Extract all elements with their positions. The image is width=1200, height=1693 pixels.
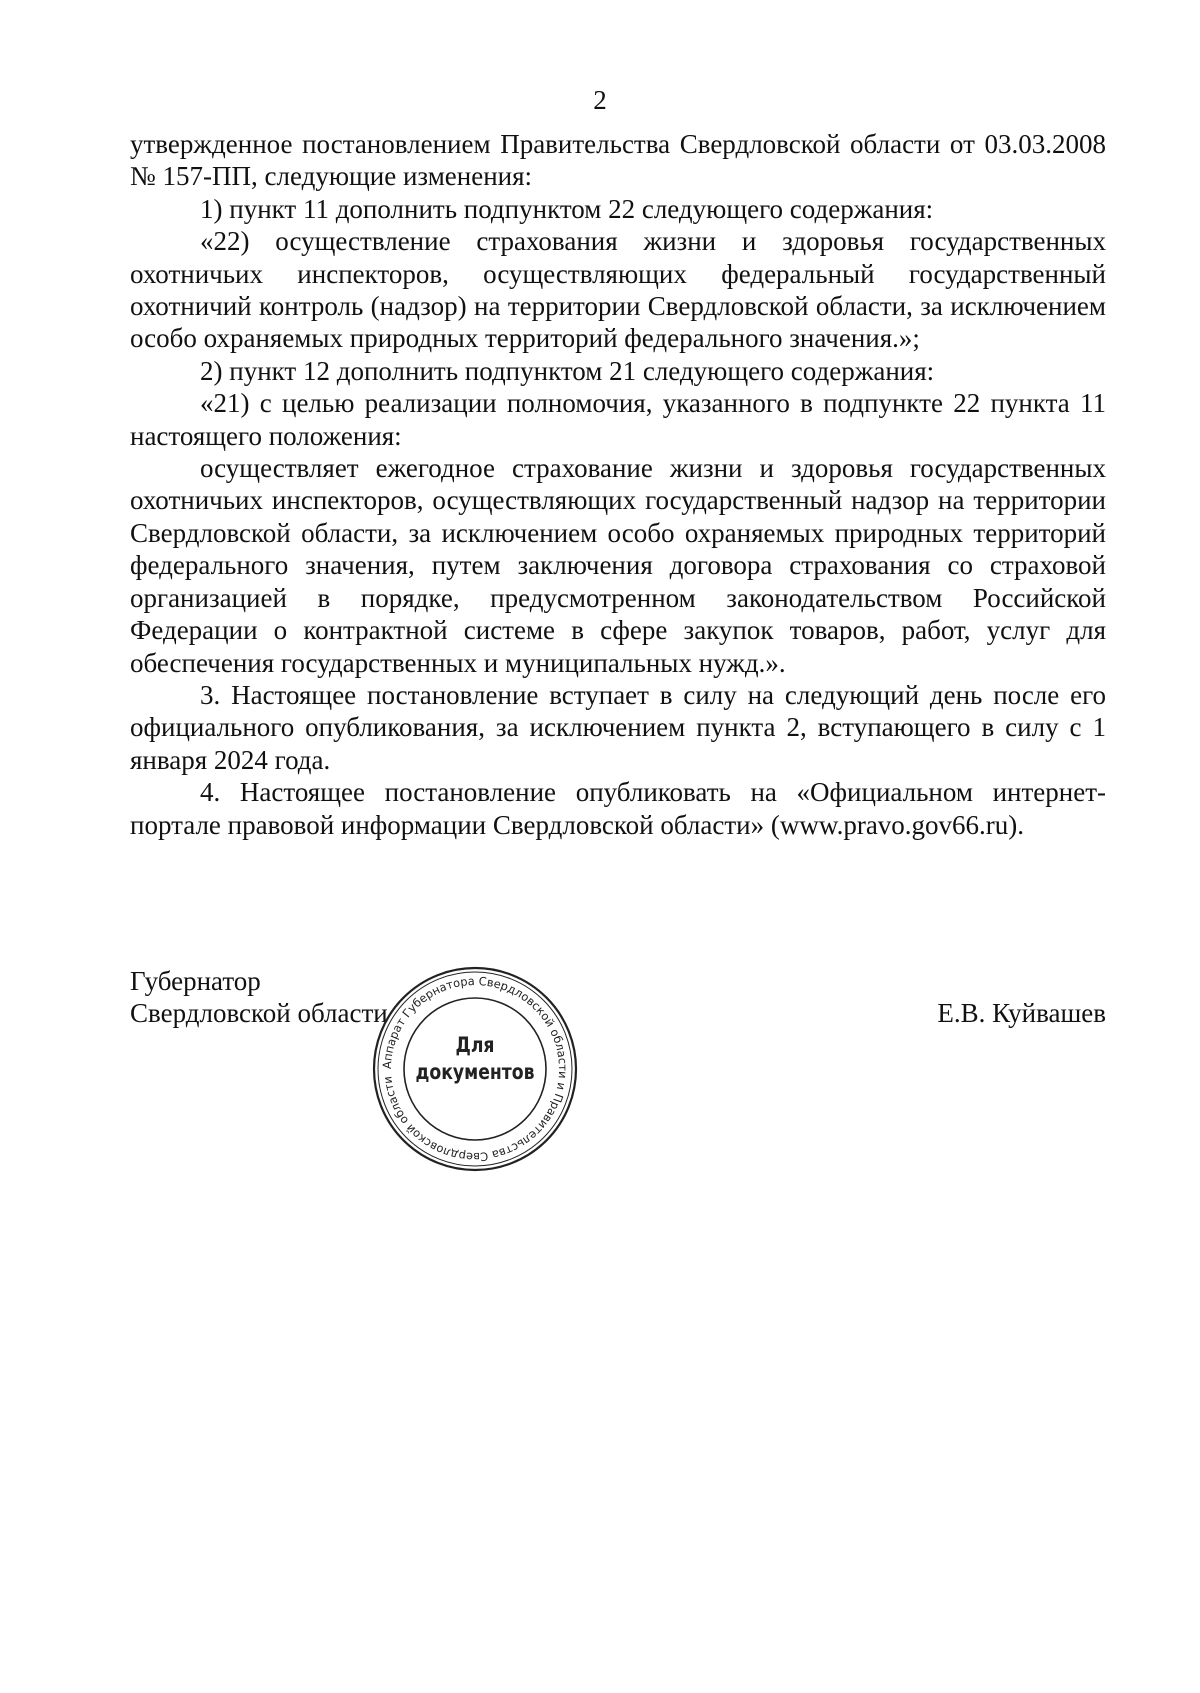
seal-ring-text-path: Аппарат Губернатора Свердловской области и Правительства Свердловской области (379, 973, 571, 1165)
paragraph-subitem-21-body: осуществляет ежегодное страхование жизни и здоровья государственных охотничьих инспекторов, осуществляющих государственный надзор на территории Свердловской области, за исключением особо охраняемых природных территорий федерального значения, путем заключения договора страхования со страховой организацией в порядке, предусмотренном законодательством Российской Федерации о контрактной системе в сфере закупок товаров, работ, услуг для обеспечения государственных и муниципальных нужд.». (130, 453, 1106, 678)
seal-center-text (370, 1032, 580, 1086)
paragraph-item-1: 1) пункт 11 дополнить подпунктом 22 следующего содержания: (200, 193, 934, 224)
paragraph-item-2: 2) пункт 12 дополнить подпунктом 21 следующего содержания: (200, 355, 935, 386)
signatory-title-line-1: Губернатор (130, 966, 261, 996)
paragraph-intro: утвержденное постановлением Правительства Свердловской области от 03.03.2008 № 157-ПП, следующие изменения: (130, 129, 1106, 192)
page-number: 2 (593, 85, 607, 115)
document-body (130, 128, 1106, 841)
paragraph-subitem-21: «21) с целью реализации полномочия, указанного в подпункте 22 пункта 11 настоящего положения: (130, 388, 1106, 451)
seal-center-line-2: документов (415, 1060, 535, 1084)
seal-center-line-1: Для (455, 1033, 495, 1057)
signatory-name: Е.В. Куйвашев (937, 998, 1106, 1028)
signatory-title-line-2: Свердловской области (130, 998, 388, 1029)
paragraph-subitem-22: «22) осуществление страхования жизни и здоровья государственных охотничьих инспекторов, осуществляющих федеральный государственный охотничий контроль (надзор) на территории Свердловской области, за исключением особо охраняемых природных территорий федерального значения.»; (130, 226, 1106, 354)
signatory-title (130, 965, 388, 1030)
official-seal (370, 964, 580, 1174)
paragraph-clause-4: 4. Настоящее постановление опубликовать на «Официальном интернет-портале правовой информации Свердловской области» (www.pravo.gov66.ru). (130, 777, 1106, 840)
paragraph-clause-3: 3. Настоящее постановление вступает в силу на следующий день после его официального опубликования, за исключением пункта 2, вступающего в силу с 1 января 2024 года. (130, 679, 1106, 775)
